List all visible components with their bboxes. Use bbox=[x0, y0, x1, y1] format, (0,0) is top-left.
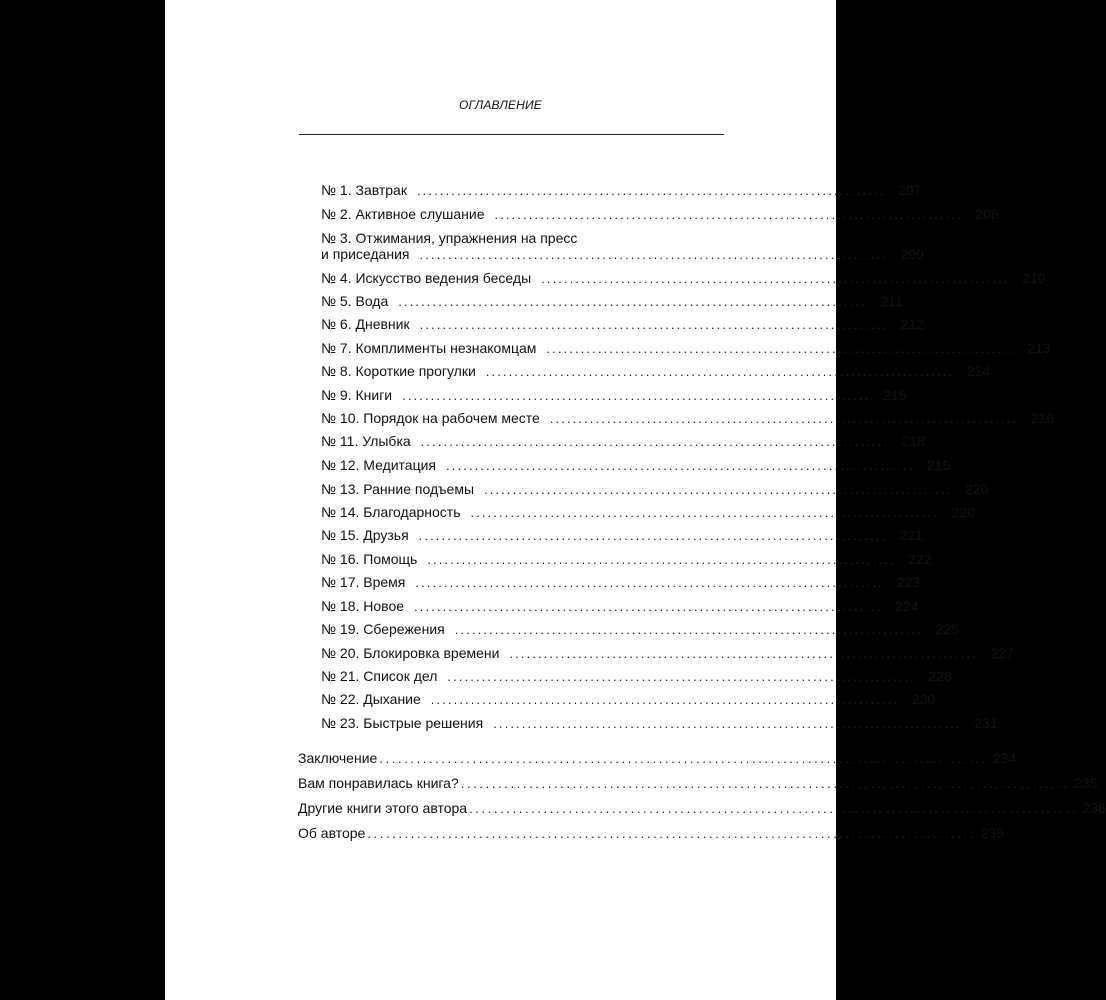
toc-entry-22[interactable] bbox=[321, 691, 936, 708]
toc-entry-name: Друзья bbox=[363, 527, 409, 543]
book-page bbox=[165, 0, 1106, 1000]
toc-entry-name: Об авторе bbox=[298, 825, 366, 841]
toc-entry-page: 231 bbox=[974, 715, 998, 731]
toc-entry-name: Активное слушание bbox=[355, 206, 485, 222]
toc-entry-title bbox=[321, 340, 536, 357]
toc-entry-title bbox=[321, 182, 407, 199]
dot-leader: .................................................................................. bbox=[430, 692, 900, 707]
toc-entry-title bbox=[321, 668, 437, 685]
toc-entry-3-line1[interactable] bbox=[321, 230, 577, 247]
toc-entry-number: № 16. bbox=[321, 551, 360, 567]
toc-entry-name: Помощь bbox=[363, 551, 418, 567]
dot-leader: .................................................................................. bbox=[541, 271, 1010, 286]
toc-entry-page: 225 bbox=[935, 621, 960, 637]
toc-entry-title bbox=[321, 293, 388, 310]
toc-entry-page: 208 bbox=[975, 206, 999, 222]
toc-entry-number: № 11. bbox=[321, 433, 359, 449]
toc-entry-conclusion[interactable] bbox=[298, 750, 1017, 767]
toc-entry-9[interactable] bbox=[321, 387, 907, 404]
toc-entry-name: Список дел bbox=[363, 668, 438, 684]
dot-leader: .................................................................................................. bbox=[460, 776, 1070, 791]
toc-entry-page: 212 bbox=[900, 316, 924, 332]
toc-entry-title bbox=[321, 270, 531, 287]
toc-entry-name: Медитация bbox=[363, 457, 437, 473]
toc-entry-name: Книги bbox=[355, 387, 393, 403]
toc-entry-did-you-like[interactable] bbox=[298, 775, 1098, 792]
toc-entry-name: Быстрые решения bbox=[363, 715, 484, 731]
toc-entry-page: 228 bbox=[928, 668, 952, 684]
dot-leader: .................................................................................. bbox=[402, 388, 871, 403]
running-header: ОГЛАВЛЕНИЕ bbox=[459, 98, 542, 112]
toc-entry-number: № 15. bbox=[321, 527, 360, 543]
toc-entry-11[interactable] bbox=[321, 433, 926, 450]
toc-entry-page: 219 bbox=[927, 457, 951, 473]
toc-entry-number: № 23. bbox=[321, 715, 360, 731]
dot-leader: .................................................................................................. bbox=[367, 826, 977, 841]
toc-entry-title bbox=[321, 363, 476, 380]
toc-entry-page: 235 bbox=[1074, 775, 1098, 791]
toc-entry-page: 227 bbox=[990, 645, 1014, 661]
toc-entry-14[interactable] bbox=[321, 504, 975, 521]
toc-entry-page: 216 bbox=[1030, 410, 1055, 426]
toc-entry-title bbox=[321, 504, 461, 521]
toc-entry-number: № 7. bbox=[321, 340, 352, 356]
toc-entry-title bbox=[321, 457, 436, 474]
toc-entry-13[interactable] bbox=[321, 481, 989, 498]
toc-entry-page: 223 bbox=[896, 574, 920, 590]
dot-leader: .................................................................................. bbox=[509, 646, 978, 661]
toc-entry-number: № 19. bbox=[321, 621, 360, 637]
toc-entry-number: № 1. bbox=[321, 182, 352, 198]
toc-entry-name: Искусство ведения беседы bbox=[355, 270, 532, 286]
toc-entry-number: № 14. bbox=[321, 504, 360, 520]
toc-entry-1[interactable] bbox=[321, 182, 922, 199]
toc-entry-name: Вам понравилась книга? bbox=[298, 775, 459, 791]
toc-entry-title bbox=[321, 387, 392, 404]
toc-entry-page: 220 bbox=[965, 481, 989, 497]
toc-entry-title bbox=[321, 645, 499, 662]
toc-entry-page: 236 bbox=[1082, 800, 1106, 816]
dot-leader: .................................................................................. bbox=[418, 528, 888, 543]
toc-entry-number: № 18. bbox=[321, 598, 360, 614]
toc-entry-number: № 8. bbox=[321, 363, 352, 379]
toc-entry-number: № 9. bbox=[321, 387, 352, 403]
toc-entry-number: № 21. bbox=[321, 668, 360, 684]
toc-entry-page: 211 bbox=[880, 293, 903, 309]
toc-entry-16[interactable] bbox=[321, 551, 932, 568]
dot-leader: .................................................................................................. bbox=[469, 801, 1078, 816]
toc-entry-title bbox=[321, 481, 474, 498]
toc-entry-title bbox=[321, 433, 411, 450]
dot-leader: .................................................................................. bbox=[398, 294, 867, 309]
toc-entry-3[interactable] bbox=[321, 246, 924, 263]
toc-entry-name: Дневник bbox=[355, 316, 410, 332]
toc-entry-page: 234 bbox=[992, 750, 1017, 766]
toc-entry-6[interactable] bbox=[321, 316, 924, 333]
toc-entry-number: № 10. bbox=[321, 410, 360, 426]
toc-entry-page: 224 bbox=[895, 598, 919, 614]
toc-entry-number: № 5. bbox=[321, 293, 352, 309]
toc-entry-name: Сбережения bbox=[363, 621, 445, 637]
toc-entry-title bbox=[321, 551, 417, 568]
dot-leader: .................................................................................. bbox=[427, 552, 896, 567]
toc-entry-name: Вода bbox=[355, 293, 389, 309]
toc-entry-page: 218 bbox=[901, 433, 926, 449]
toc-entry-page: 215 bbox=[883, 387, 907, 403]
toc-entry-name: Время bbox=[363, 574, 406, 590]
toc-entry-page: 207 bbox=[897, 182, 922, 198]
dot-leader: .................................................................................. bbox=[470, 505, 939, 520]
toc-entry-number: № 20. bbox=[321, 645, 360, 661]
toc-entry-name: Короткие прогулки bbox=[355, 363, 476, 379]
toc-entry-number: № 22. bbox=[321, 691, 360, 707]
dot-leader: .................................................................................. bbox=[484, 482, 953, 497]
toc-entry-name: Другие книги этого автора bbox=[298, 800, 468, 816]
toc-entry-number: № 17. bbox=[321, 574, 360, 590]
toc-entry-name: Комплименты незнакомцам bbox=[355, 340, 537, 356]
toc-entry-4[interactable] bbox=[321, 270, 1046, 287]
toc-entry-name: Порядок на рабочем месте bbox=[363, 410, 540, 426]
toc-entry-5[interactable] bbox=[321, 293, 903, 310]
toc-entry-page: 210 bbox=[1022, 270, 1046, 286]
toc-entry-title bbox=[321, 691, 421, 708]
toc-entry-page: 209 bbox=[900, 246, 924, 262]
toc-entry-21[interactable] bbox=[321, 668, 952, 685]
toc-entry-name: Завтрак bbox=[355, 182, 407, 198]
dot-leader: .................................................................................. bbox=[446, 458, 915, 473]
toc-entry-page: 213 bbox=[1027, 340, 1051, 356]
toc-entry-title bbox=[321, 527, 409, 544]
toc-entry-page: 222 bbox=[908, 551, 932, 567]
toc-entry-number: № 13. bbox=[321, 481, 360, 497]
toc-entry-page: 221 bbox=[899, 527, 924, 543]
toc-entry-12[interactable] bbox=[321, 457, 951, 474]
toc-entry-18[interactable] bbox=[321, 598, 919, 615]
toc-entry-other-books[interactable] bbox=[298, 800, 1106, 817]
toc-entry-number: № 2. bbox=[321, 206, 352, 222]
toc-entry-2[interactable] bbox=[321, 206, 999, 223]
toc-entry-19[interactable] bbox=[321, 621, 960, 638]
toc-entry-name-continued: и приседания bbox=[321, 246, 410, 262]
toc-entry-name: Ранние подъемы bbox=[363, 481, 475, 497]
toc-entry-title bbox=[321, 715, 483, 732]
toc-entry-number: № 3. bbox=[321, 230, 352, 246]
dot-leader: .................................................................................. bbox=[416, 183, 886, 198]
toc-entry-name: Улыбка bbox=[362, 433, 411, 449]
toc-entry-about-author[interactable] bbox=[298, 825, 1005, 842]
toc-entry-name: Блокировка времени bbox=[363, 645, 500, 661]
dot-leader: .................................................................................. bbox=[546, 341, 1015, 356]
toc-entry-10[interactable] bbox=[321, 410, 1055, 427]
dot-leader: .................................................................................. bbox=[494, 207, 963, 222]
toc-entry-number: № 4. bbox=[321, 270, 352, 286]
toc-entry-title bbox=[321, 316, 410, 333]
dot-leader: .................................................................................. bbox=[415, 575, 884, 590]
toc-entry-23[interactable] bbox=[321, 715, 998, 732]
toc-entry-number: № 12. bbox=[321, 457, 360, 473]
toc-entry-page: 220 bbox=[951, 504, 975, 520]
toc-entry-page: 239 bbox=[980, 825, 1005, 841]
dot-leader: .................................................................................. bbox=[419, 247, 888, 262]
toc-entry-title bbox=[321, 598, 404, 615]
toc-entry-title bbox=[321, 574, 405, 591]
dot-leader: .................................................................................. bbox=[419, 317, 888, 332]
toc-entry-page: 230 bbox=[911, 691, 936, 707]
toc-entry-title bbox=[321, 621, 445, 638]
toc-entry-page: 214 bbox=[966, 363, 991, 379]
toc-entry-name: Дыхание bbox=[363, 691, 421, 707]
toc-entry-name: Отжимания, упражнения на пресс bbox=[355, 230, 578, 246]
dot-leader: .................................................................................. bbox=[493, 716, 962, 731]
toc-entry-title bbox=[321, 410, 540, 427]
toc-entry-7[interactable] bbox=[321, 340, 1051, 357]
toc-entry-name: Благодарность bbox=[363, 504, 461, 520]
toc-entry-name: Заключение bbox=[298, 750, 378, 766]
dot-leader: .................................................................................. bbox=[414, 599, 883, 614]
toc-entry-8[interactable] bbox=[321, 363, 991, 380]
dot-leader: .................................................................................. bbox=[549, 411, 1019, 426]
toc-entry-20[interactable] bbox=[321, 645, 1014, 662]
dot-leader: .................................................................................................. bbox=[379, 751, 989, 766]
toc-entry-name: Новое bbox=[363, 598, 405, 614]
dot-leader: .................................................................................. bbox=[454, 622, 924, 637]
toc-entry-17[interactable] bbox=[321, 574, 920, 591]
dot-leader: .................................................................................. bbox=[485, 364, 955, 379]
dot-leader: .................................................................................. bbox=[447, 669, 916, 684]
toc-entry-15[interactable] bbox=[321, 527, 924, 544]
header-divider bbox=[299, 134, 724, 135]
dot-leader: .................................................................................. bbox=[420, 434, 890, 449]
toc-entry-title bbox=[321, 206, 485, 223]
toc-entry-number: № 6. bbox=[321, 316, 352, 332]
